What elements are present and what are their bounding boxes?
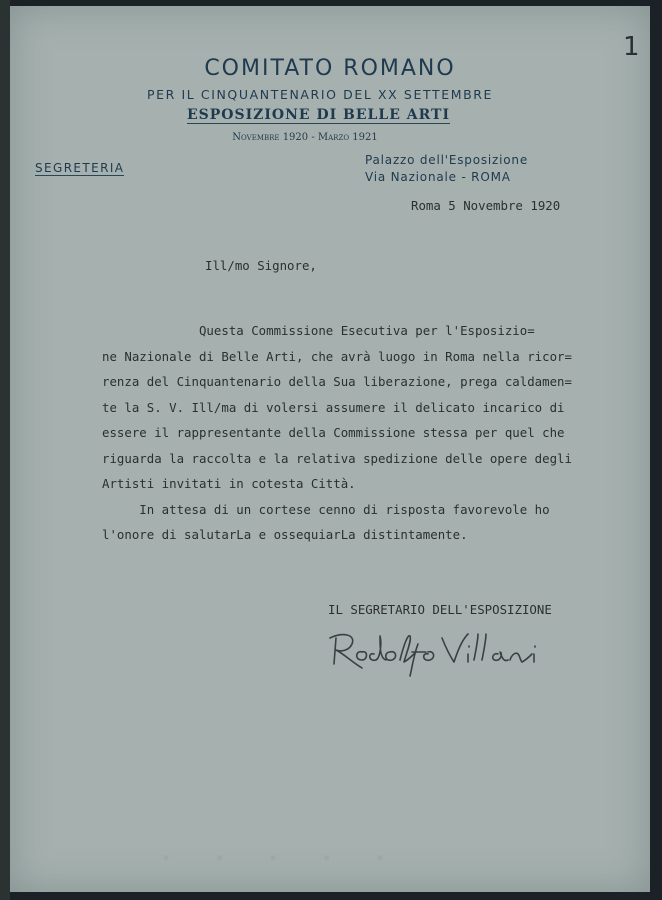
body-line: In attesa di un cortese cenno di risposta favorevole ho: [102, 501, 550, 517]
body-line: riguarda la raccolta e la relativa spedizione delle opere degli: [102, 450, 572, 466]
address-line-2: Via Nazionale - ROMA: [365, 170, 511, 184]
letterhead-address: [365, 152, 528, 186]
body-line: te la S. V. Ill/ma di volersi assumere il delicato incarico di: [102, 399, 565, 415]
page-number: 1: [623, 32, 640, 62]
letter-sheet: [10, 6, 650, 892]
letter-salutation: Ill/mo Signore,: [205, 258, 317, 273]
scan-edge: [0, 0, 10, 900]
handwritten-signature: [322, 624, 562, 684]
letterhead-dates: Novembre 1920 - Marzo 1921: [232, 132, 378, 143]
body-line: Artisti invitati in cotesta Città.: [102, 476, 356, 491]
address-line-1: Palazzo dell'Esposizione: [365, 153, 529, 167]
letterhead-exhibition: ESPOSIZIONE DI BELLE ARTI: [187, 107, 450, 123]
body-line: ne Nazionale di Belle Arti, che avrà luogo in Roma nella ricor=: [102, 348, 572, 364]
body-line: Questa Commissione Esecutiva per l'Esposizio=: [102, 323, 535, 338]
letter-date: Roma 5 Novembre 1920: [411, 198, 561, 213]
letterhead-department: SEGRETERIA: [35, 161, 125, 175]
body-line: renza del Cinquantenario della Sua liberazione, prega caldamen=: [102, 374, 572, 389]
body-line: l'onore di salutarLa e ossequiarLa distintamente.: [102, 527, 468, 542]
body-line: essere il rappresentante della Commissione stessa per quel che: [102, 425, 565, 440]
letter-body: [102, 318, 572, 548]
bleed-through-marks: · · · · ·: [160, 836, 401, 882]
letterhead-subtitle: PER IL CINQUANTENARIO DEL XX SETTEMBRE: [146, 87, 494, 102]
signatory-title: IL SEGRETARIO DELL'ESPOSIZIONE: [328, 602, 552, 617]
letterhead-title: COMITATO ROMANO: [204, 56, 456, 81]
